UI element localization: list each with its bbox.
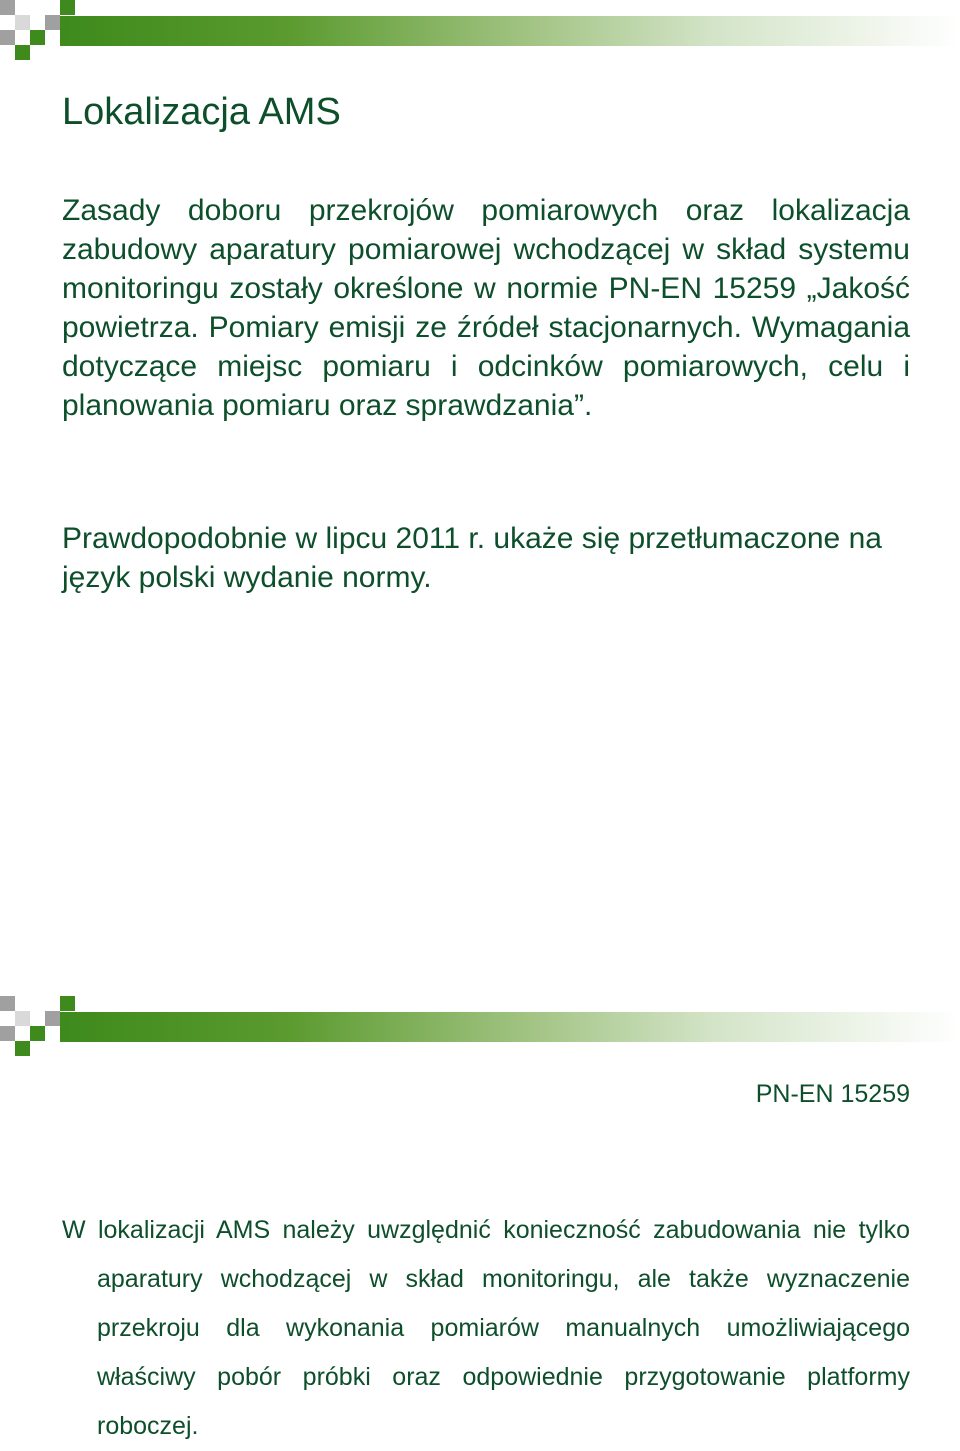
decor-square (15, 1011, 30, 1026)
header-decoration (0, 996, 960, 1058)
decor-square (0, 996, 15, 1011)
decor-square (60, 0, 75, 15)
decor-square (0, 30, 15, 45)
decor-square (15, 1041, 30, 1056)
decor-square (0, 1026, 15, 1041)
decor-square (30, 30, 45, 45)
decor-square (15, 15, 30, 30)
decor-square (30, 1026, 45, 1041)
slide-title: Lokalizacja AMS (62, 91, 341, 133)
decor-square (45, 15, 60, 30)
decor-square (0, 0, 15, 15)
decor-square (45, 1011, 60, 1026)
header-gradient-bar (60, 1012, 960, 1042)
body-paragraph: Prawdopodobnie w lipcu 2011 r. ukaże się przetłumaczone na język polski wydanie normy. (62, 522, 882, 594)
decor-square (60, 996, 75, 1011)
standard-code-label: PN-EN 15259 (755, 1080, 910, 1108)
header-gradient-bar (60, 16, 960, 46)
body-paragraph: W lokalizacji AMS należy uwzględnić konieczność zabudowania nie tylko aparatury wchodzącej w skład monitoringu, ale także wyznaczenie przekroju dla wykonania pomiarów manualnych umożliwiającego właściwy pobór próbki oraz odpowiednie przygotowanie platformy roboczej. (62, 1216, 910, 1440)
decor-square (15, 45, 30, 60)
body-paragraph: Zasady doboru przekrojów pomiarowych oraz lokalizacja zabudowy aparatury pomiarowej wchodzącej w skład systemu monitoringu zostały określone w normie PN-EN 15259 „Jakość powietrza. Pomiary emisji ze źródeł stacjonarnych. Wymagania dotyczące miejsc pomiaru i odcinków pomiarowych, celu i planowania pomiaru oraz sprawdzania”. (62, 194, 910, 422)
header-decoration (0, 0, 960, 62)
